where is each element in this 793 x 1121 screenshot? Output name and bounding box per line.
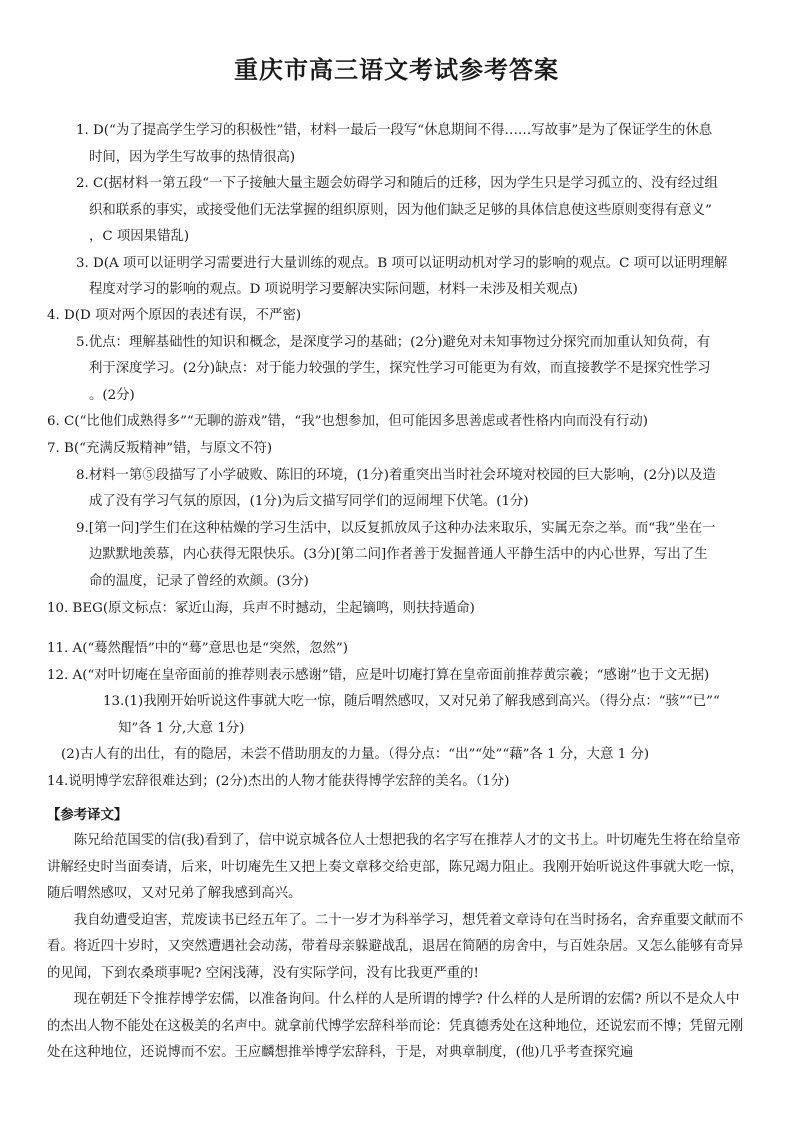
answer-5-line-3: 。(2分) [89, 388, 135, 403]
answer-3-line-1: 3. D(A 项可以证明学习需要进行大量训练的观点。B 项可以证明动机对学习的影响的观点。C 项可以证明理解 [76, 256, 728, 271]
answer-10-line-1: 10. BEG(原文标点：冢近山海，兵声不时撼动，尘起镝鸣，则扶持遁命) [47, 601, 475, 616]
translation-paragraph-1: 陈兄给范国雯的信(我)看到了，信中说京城各位人士想把我的名字写在推荐人才的文书上。叶切庵先生将在给皇帝讲解经史时当面奏请，后来，叶切庵先生又把上奏文章移交给吏部，陈兄竭力阻止。我刚开始听说这件事就大吃一惊，随后喟然感叹，又对兄弟了解我感到高兴。 [47, 833, 744, 901]
answer-4-line-1: 4. D(D 项对两个原因的表述有误，不严密) [47, 308, 302, 323]
answer-7-line-1: 7. B(“充满反叛精神”错，与原文不符) [47, 441, 273, 456]
answer-2-line-3: ，C 项因果错乱) [89, 229, 190, 244]
answer-8-line-2: 成了没有学习气氛的原因，(1分)为后文描写同学们的逗闹埋下伏笔。(1分) [89, 494, 529, 509]
answer-9-line-3: 命的温度，记录了曾经的欢颜。(3分) [89, 574, 309, 589]
answer-1-line-1: 1. D(“为了提高学生学习的积极性”错，材料一最后一段写“休息期间不得……写故事”是为了保证学生的休息 [76, 123, 713, 138]
answer-8-line-1: 8.材料一第⑤段描写了小学破败、陈旧的环境，(1分)着重突出当时社会环境对校园的巨大影响，(2分)以及造 [76, 468, 716, 483]
answer-13-line-1: 13.(1)我刚开始听说这件事就大吃一惊，随后喟然感叹，又对兄弟了解我感到高兴。（得分点：“骇”“已”“ [103, 694, 720, 709]
translation-heading: 【参考译文】 [47, 807, 128, 823]
answer-9-line-1: 9.[第一问]学生们在这种枯燥的学习生活中，以反复抓放凤子这种办法来取乐，实属无奈之举。而“我”坐在一 [76, 521, 716, 536]
answer-5-line-2: 利于深度学习。(2分)缺点：对于能力较强的学生，探究性学习可能更为有效，而直接教学不是探究性学习 [89, 361, 711, 376]
answer-5-line-1: 5.优点：理解基础性的知识和概念，是深度学习的基础；(2分)避免对未知事物过分探究而加重认知负荷，有 [76, 335, 711, 350]
translation-paragraph-2: 我自幼遭受迫害，荒废读书已经五年了。二十一岁才为科举学习，想凭着文章诗句在当时扬名，舍弃重要文献而不看。将近四十岁时，又突然遭遇社会动荡，带着母亲躲避战乱，退居在简陋的房舍中，与百姓杂居。又怎么能够有奇异的见闻，下到农桑琐事呢? 空闲浅薄，没有实际学问，没有比我更严重的! [47, 912, 744, 981]
answer-3-line-2: 程度对学习的影响的观点。D 项说明学习要解决实际问题，材料一未涉及相关观点) [89, 282, 578, 297]
page-title: 重庆市高三语文考试参考答案 [234, 56, 559, 84]
answer-14-line-1: 14.说明博学宏辞很难达到；(2分)杰出的人物才能获得博学宏辞的美名。（1分) [47, 774, 510, 789]
answer-9-line-2: 边默默地羡慕，内心获得无限快乐。(3分)[第二问]作者善于发掘普通人平静生活中的内心世界，写出了生 [89, 547, 708, 562]
answer-13-line-3: (2)古人有的出仕，有的隐居，未尝不借助朋友的力量。（得分点：“出”“处”“藉”各 1 分，大意 1 分) [61, 747, 650, 762]
answer-6-line-1: 6. C(“比他们成熟得多”“无聊的游戏”错，“我”也想参加，但可能因多思善虑或者性格内向而没有行动) [47, 414, 649, 429]
answer-12-line-1: 12. A(“对叶切庵在皇帝面前的推荐则表示感谢”错，应是叶切庵打算在皇帝面前推荐黄宗羲；“感谢”也于文无据) [47, 668, 710, 683]
answer-13-line-2: 知”各 1 分,大意 1分) [118, 721, 245, 736]
answer-11-line-1: 11. A(“蓦然醒悟”中的“蓦”意思也是“突然，忽然”) [47, 641, 348, 656]
answer-1-line-2: 时间，因为学生写故事的热情很高) [89, 150, 296, 165]
translation-paragraph-3: 现在朝廷下令推荐博学宏儒，以准备询问。什么样的人是所谓的博学? 什么样的人是所谓的宏儒? 所以不是众人中的杰出人物不能处在这极美的名声中。就拿前代博学宏辞科举而论：凭真德秀处在这种地位，还说宏而不博；凭留元刚处在这种地位，还说博而不宏。王应麟想推举博学宏辞科，于是，对典章制度，(他)几乎考查探究遍 [47, 992, 744, 1060]
answer-2-line-1: 2. C(据材料一第五段“一下子接触大量主题会妨碍学习和随后的迁移，因为学生只是学习孤立的、没有经过组 [76, 176, 718, 191]
translation-body [47, 828, 749, 1067]
answer-2-line-2: 织和联系的事实，或接受他们无法掌握的组织原则，因为他们缺乏足够的具体信息使这些原则变得有意义” [89, 203, 712, 218]
